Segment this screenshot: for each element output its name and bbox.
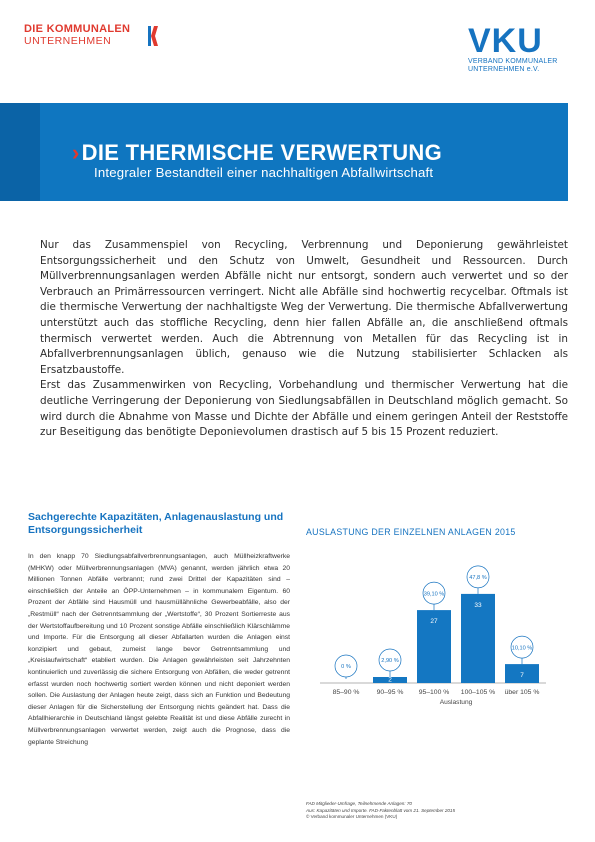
vku-logo-sub2: UNTERNEHMEN e.V.	[468, 66, 540, 73]
footnote-line-1: FAD Mitglieder-Umfrage, Teilnehmende Anlagen: 70	[306, 801, 412, 806]
section-paragraph: In den knapp 70 Siedlungsabfallverbrennungsanlagen, auch Müllheizkraftwerke (MHKW) oder Müllverbrennungsanlagen (MVA) genannt, werden jährlich etwa 20 Millionen Tonnen Abfälle verbrannt; rund zwei Drittel der Kapazitäten sind – einschließlich der Anteile an ÖPP-Unternehmen – in kommunalem Eigentum. 60 Prozent der Abfälle sind Hausmüll und hausmüllähnliche Gewerbeabfälle, also der „Restmüll“ nach der Getrenntsammlung der „Wertstoffe“, 30 Prozent Sortierreste aus der Wertstoffaufbereitung und 10 Prozent sonstige Abfälle einschließlich Klärschlämme und Importe. Für die Entsorgung all dieser Abfallarten wurden die Anlagen einst konzipiert und gebaut, zumeist lange bevor Getrenntsammlung und „Kreislaufwirtschaft“ etabliert wurden. Die Anlagen gewährleisten seit Jahrzehnten kontinuierlich und zuverlässig die sichere Entsorgung von Abfällen, die weder getrennt erfasst wurden noch hochwertig sortiert werden können und nicht deponiert werden sollen. Die Auslastung der Anlagen heute zeigt, dass sich an Funktion und Bedeutung dieser Anlagen für die Sicherstellung der Entsorgung nichts geändert hat. Dass die Abfallhierarchie in Deutschland längst gelebte Realität ist und diese Abfälle zurecht in Müllverbrennungsanlagen verwertet werden, zeigt auch die Prognose, dass die geplante Streichung	[28, 553, 290, 746]
chart-title: AUSLASTUNG DER EINZELNEN ANLAGEN 2015	[306, 527, 516, 537]
percent-label: 10,10 %	[511, 645, 533, 652]
bar-value-label: 7	[520, 672, 524, 680]
vku-logo	[468, 22, 578, 74]
logo-k-mark-icon	[148, 26, 158, 46]
section-body	[28, 551, 290, 748]
page-title-text: DIE THERMISCHE VERWERTUNG	[81, 140, 442, 165]
chart-footnote	[306, 801, 576, 821]
vku-logo-text: VKU	[468, 22, 543, 60]
company-logo	[24, 24, 130, 47]
logo-line-2: UNTERNEHMEN	[24, 35, 112, 47]
percent-label: 39,10 %	[423, 591, 445, 598]
footnote-line-3: © Verband kommunaler Unternehmen (VKU)	[306, 814, 398, 820]
logo-line-1: DIE KOMMUNALEN	[24, 23, 131, 35]
section-heading: Sachgerechte Kapazitäten, Anlagenauslastung und Entsorgungssicherheit	[28, 511, 284, 536]
utilization-bar-chart	[306, 545, 576, 757]
x-tick-label: 90–95 %	[376, 689, 404, 696]
x-tick-label: über 105 %	[504, 689, 540, 696]
intro-paragraph-1: Nur das Zusammenspiel von Recycling, Verbrennung und Deponierung gewährleistet Entsorgungssicherheit und den Schutz von Umwelt, Gesundheit und Ressourcen. Durch Müllverbrennungsanlagen werden Abfälle nicht nur entsorgt, sondern auch verwertet und so der Verbrauch an Primärressourcen verringert. Nicht alle Abfälle sind hochwertig recycelbar. Oftmals ist die thermische Verwertung der nachhaltigste Weg der Verwertung. Die thermische Abfallverwertung unterstützt auch das stoffliche Recycling, denn hier fallen Abfälle an, die anschließend oftmals thermisch verwertet werden. Auch die Abtrennung von Metallen für das Recycling ist in Abfallverbrennungsanlagen üblich, genauso wie die Nutzung stabilisierter Schlacken als Ersatzbaustoffe.	[40, 239, 568, 376]
percent-label: 2,90 %	[381, 658, 399, 665]
bar-value-label: 27	[430, 618, 438, 626]
chevron-right-icon: ›	[72, 140, 80, 165]
vku-logo-sub1: VERBAND KOMMUNALER	[468, 58, 558, 65]
page-title	[72, 140, 442, 166]
x-tick-label: 85–90 %	[332, 689, 360, 696]
percent-label: 0 %	[341, 664, 351, 671]
percent-label: 47,8 %	[469, 575, 487, 582]
bar-value-label: 33	[474, 601, 482, 609]
intro-text	[40, 238, 568, 441]
x-tick-label: 100–105 %	[460, 689, 496, 696]
intro-paragraph-2: Erst das Zusammenwirken von Recycling, Vorbehandlung und thermischer Verwertung hat die deutliche Verringerung der Deponierung von Siedlungsabfällen in Deutschland möglich gemacht. So wird durch die Abnahme von Masse und Dichte der Abfälle und einem geringen Anteil der Reststoffe zur Beseitigung das benötigte Deponievolumen drastisch auf 5 bis 15 Prozent reduziert.	[40, 379, 568, 439]
page-subtitle: Integraler Bestandteil einer nachhaltigen Abfallwirtschaft	[94, 165, 434, 180]
x-tick-label: 95–100 %	[418, 689, 450, 696]
banner-accent	[0, 103, 40, 201]
footnote-line-2: Aus: Kapazitäten und Importe. FAD-Faktenblatt vom 21. September 2015	[306, 807, 456, 813]
bar-value-label: 2	[388, 676, 392, 684]
x-axis-label: Auslastung	[439, 699, 473, 706]
